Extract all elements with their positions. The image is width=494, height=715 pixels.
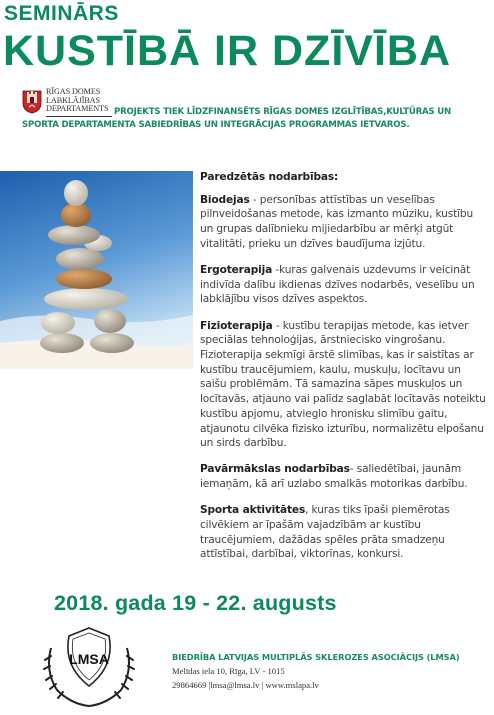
activity-pavarmaksla (200, 462, 487, 491)
activity-name: Fizioterapija (200, 319, 273, 332)
activities-heading: Paredzētās nodarbības: (200, 171, 339, 183)
activity-description: - personības attīstības un veselības pilnveidošanas metode, kas izmanto mūziku, kustību un grupas dalībnieku mijiedarbību ar mērķi atgūt vitalitāti, prieku un dzīves baudījuma izjūtu. (200, 193, 474, 250)
stacked-stones-photo (0, 171, 193, 369)
organization-name: BIEDRĪBA LATVIJAS MULTIPLĀS SKLEROZES ASOCIĀCIJS (LMSA) (172, 652, 460, 662)
activity-sports (200, 503, 487, 562)
activity-name: Sporta aktivitātes (200, 504, 306, 517)
activity-name: Pavārmākslas nodarbības (200, 463, 350, 476)
activity-description: -kuras galvenais uzdevums ir veicināt indivīda dalību ikdienas dzīves nodarbēs, veselību un labklājību visos dzīves aspektos. (200, 264, 475, 306)
main-title: KUSTĪBĀ IR DZĪVĪBA (3, 27, 451, 75)
activity-name: Biodejas (200, 193, 250, 206)
activity-description: , kuras tiks īpaši piemērotas cilvēkiem ar īpašām vajadzībām ar kustību traucējumiem, dažādas spēles prāta smadzeņu attīstībai, darbībai, viktorīnas, konkursi. (200, 504, 450, 561)
activity-ergoterapija (200, 263, 487, 307)
activity-description: - kustību terapijas metode, kas ietver speciālas tehnoloģijas, ārstniecisko vingrošanu. Fizioterapija sekmīgi ārstē slimības, kas ir saistītas ar kustību traucējumiem, kaulu, muskuļu, locītavu un saišu problēmām. Tā samazina sāpes muskuļos un locītavās, atjauno vai palīdz saglabāt locītavās noteiktu kustību apjomu, atvieglo hronisku slimību gaitu, atjaunotu cilvēka fizisko izturību, normalizētu elpošanu un sirds darbību. (200, 319, 486, 450)
organization-address: Melīdas iela 10, Rīga, LV - 1015 (172, 666, 285, 676)
lmsa-logo-icon (41, 626, 137, 708)
activity-name: Ergoterapija (200, 264, 273, 277)
funding-statement: PROJEKTS TIEK LĪDZFINANSĒTS RĪGAS DOMES IZGLĪTĪBAS,KULTŪRAS UN SPORTA DEPARTAMENTA SABIEDRĪBAS UN INTEGRĀCIJAS PROGRAMMAS IETVAROS. (22, 107, 452, 130)
lmsa-logo-text: LMSA (69, 651, 109, 667)
activity-description: - saliedētībai, jaunām iemaņām, kā arī uzlabo smalkās motorikas darbību. (200, 463, 468, 491)
activities-content (200, 170, 487, 574)
organization-contacts: 29864669 |lmsa@lmsa.lv | www.mslapa.lv (172, 680, 319, 690)
riga-logo-line-3: DEPARTAMENTS (46, 104, 109, 114)
activity-fizioterapija (200, 319, 487, 451)
pre-title: SEMINĀRS (4, 2, 119, 25)
riga-logo-line-1: RĪGAS DOMES (46, 87, 101, 96)
riga-logo-line-2: LABKLĀJĪBAS (46, 95, 100, 105)
event-date: 2018. gada 19 - 22. augusts (54, 591, 337, 615)
activity-biodejas (200, 193, 487, 252)
